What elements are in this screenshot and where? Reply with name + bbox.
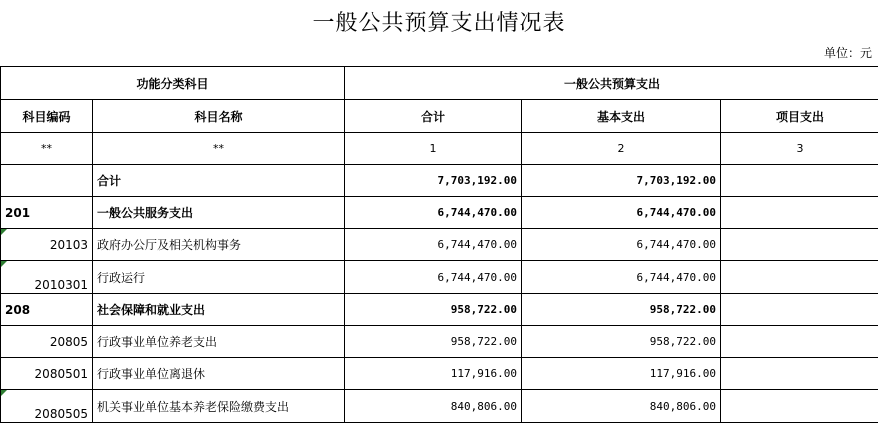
header-project: 项目支出 bbox=[721, 100, 878, 133]
index-project: 3 bbox=[721, 133, 878, 165]
row-basic: 117,916.00 bbox=[522, 358, 721, 390]
header-group-budget: 一般公共预算支出 bbox=[345, 67, 878, 100]
row-code bbox=[1, 390, 93, 423]
row-code bbox=[1, 261, 93, 294]
row-project bbox=[721, 261, 878, 294]
table-row bbox=[1, 229, 878, 261]
header-row-columns bbox=[1, 100, 878, 133]
header-row-group bbox=[1, 67, 878, 100]
row-project bbox=[721, 165, 878, 197]
row-code bbox=[1, 229, 93, 261]
row-project bbox=[721, 390, 878, 423]
row-total: 6,744,470.00 bbox=[345, 261, 522, 294]
row-basic: 958,722.00 bbox=[522, 294, 721, 326]
row-code: 2080501 bbox=[1, 358, 93, 390]
index-total: 1 bbox=[345, 133, 522, 165]
row-project bbox=[721, 358, 878, 390]
row-code-text: 2010301 bbox=[35, 278, 88, 292]
row-project bbox=[721, 294, 878, 326]
row-project bbox=[721, 197, 878, 229]
row-code: 201 bbox=[1, 197, 93, 229]
cell-comment-marker bbox=[1, 261, 7, 267]
row-code: 208 bbox=[1, 294, 93, 326]
table-row-total bbox=[1, 165, 878, 197]
header-basic: 基本支出 bbox=[522, 100, 721, 133]
row-total: 6,744,470.00 bbox=[345, 229, 522, 261]
row-code-text: 20103 bbox=[50, 238, 88, 252]
index-code: ** bbox=[1, 133, 93, 165]
budget-table bbox=[0, 66, 878, 423]
header-total: 合计 bbox=[345, 100, 522, 133]
row-basic: 958,722.00 bbox=[522, 326, 721, 358]
row-project bbox=[721, 229, 878, 261]
index-basic: 2 bbox=[522, 133, 721, 165]
row-name: 机关事业单位基本养老保险缴费支出 bbox=[93, 390, 345, 423]
table-row bbox=[1, 390, 878, 423]
row-basic: 840,806.00 bbox=[522, 390, 721, 423]
row-code-text: 2080505 bbox=[35, 407, 88, 421]
row-basic: 6,744,470.00 bbox=[522, 261, 721, 294]
row-name: 行政事业单位养老支出 bbox=[93, 326, 345, 358]
table-row bbox=[1, 294, 878, 326]
table-row bbox=[1, 261, 878, 294]
row-name: 合计 bbox=[93, 165, 345, 197]
header-row-index bbox=[1, 133, 878, 165]
row-project bbox=[721, 326, 878, 358]
row-basic: 7,703,192.00 bbox=[522, 165, 721, 197]
row-name: 一般公共服务支出 bbox=[93, 197, 345, 229]
page-title: 一般公共预算支出情况表 bbox=[0, 6, 878, 37]
row-total: 6,744,470.00 bbox=[345, 197, 522, 229]
row-name: 政府办公厅及相关机构事务 bbox=[93, 229, 345, 261]
header-group-function: 功能分类科目 bbox=[1, 67, 345, 100]
row-code: 20805 bbox=[1, 326, 93, 358]
row-name: 社会保障和就业支出 bbox=[93, 294, 345, 326]
row-total: 958,722.00 bbox=[345, 326, 522, 358]
table-row bbox=[1, 326, 878, 358]
unit-label: 单位：元 bbox=[824, 44, 872, 61]
row-total: 7,703,192.00 bbox=[345, 165, 522, 197]
cell-comment-marker bbox=[1, 390, 7, 396]
row-basic: 6,744,470.00 bbox=[522, 229, 721, 261]
row-total: 958,722.00 bbox=[345, 294, 522, 326]
row-basic: 6,744,470.00 bbox=[522, 197, 721, 229]
row-total: 840,806.00 bbox=[345, 390, 522, 423]
cell-comment-marker bbox=[1, 229, 7, 235]
index-name: ** bbox=[93, 133, 345, 165]
row-name: 行政事业单位离退休 bbox=[93, 358, 345, 390]
row-code bbox=[1, 165, 93, 197]
header-code: 科目编码 bbox=[1, 100, 93, 133]
row-name: 行政运行 bbox=[93, 261, 345, 294]
table-row bbox=[1, 358, 878, 390]
table-row bbox=[1, 197, 878, 229]
header-name: 科目名称 bbox=[93, 100, 345, 133]
row-total: 117,916.00 bbox=[345, 358, 522, 390]
